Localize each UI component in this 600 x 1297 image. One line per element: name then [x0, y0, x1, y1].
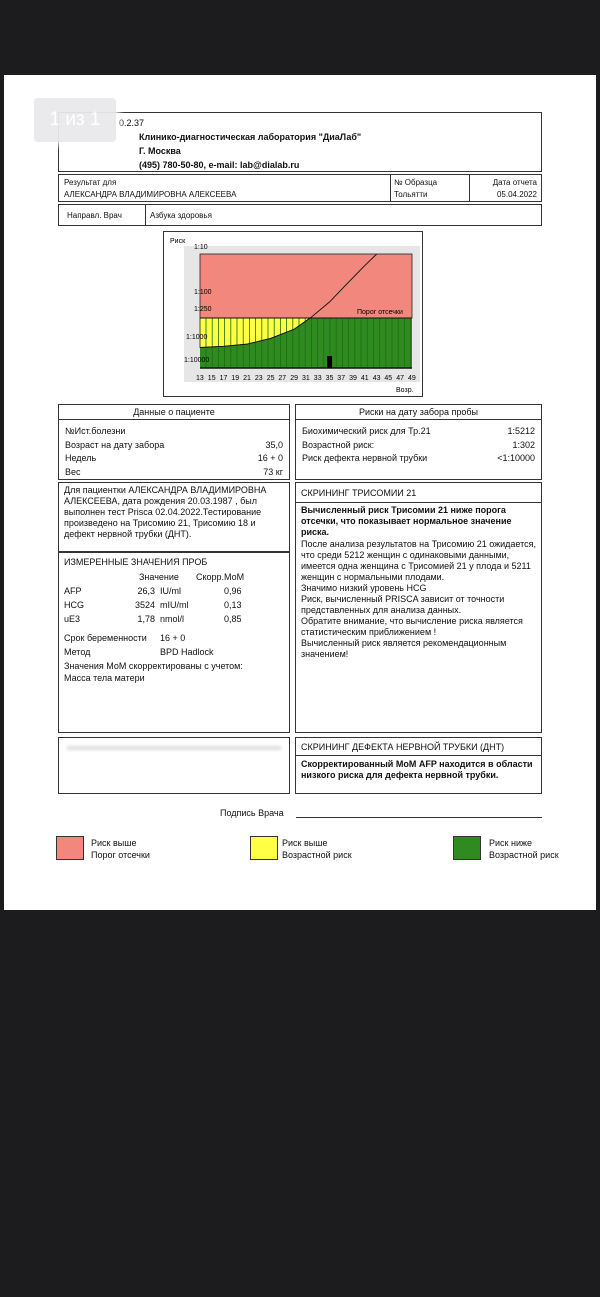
measured-title: ИЗМЕРЕННЫЕ ЗНАЧЕНИЯ ПРОБ	[64, 557, 208, 567]
risk-chart-frame	[163, 231, 423, 397]
result-for-block	[58, 174, 542, 202]
x-tick-label: 35	[325, 375, 334, 382]
trisomy-text: После анализа результатов на Трисомию 21 ожидается, что среди 5212 женщин с одинаковыми данными, имеется одна женщина с Трисомией 21 у плода и 5211 женщин с нормальными плодами. Значимо низкий уровень HCG Риск, вычисленный PRISCA зависит от точности представленных для анализа данных. Обратите внимание, что вычисление риска является статистическим приближением ! Вычисленный риск является рекомендационным значением!	[301, 539, 537, 659]
lab-contacts: (495) 780-50-80, e-mail: lab@dialab.ru	[139, 160, 300, 170]
risk-chart	[164, 232, 422, 396]
analyte-value: 3524	[134, 600, 155, 610]
y-tick-label: 1:10	[194, 244, 208, 251]
legend-swatch-yellow	[250, 836, 278, 860]
divider	[296, 502, 541, 503]
version-label: 0.2.37	[119, 118, 145, 128]
analyte-unit: mIU/ml	[160, 600, 189, 610]
risk-row	[302, 453, 535, 464]
referral-block	[58, 204, 542, 226]
x-tick-label: 45	[384, 375, 393, 382]
y-tick-label: 1:100	[194, 289, 212, 296]
ntd-title: СКРИНИНГ ДЕФЕКТА НЕРВНОЙ ТРУБКИ (ДНТ)	[301, 742, 505, 752]
patient-note-block	[58, 482, 290, 552]
sample-label: № Образца	[394, 178, 438, 187]
ntd-conclusion: Скорректированный МоМ AFP находится в области низкого риска для дефекта нервной трубки.	[301, 759, 533, 780]
x-tick-label: 31	[302, 375, 310, 382]
legend-text: Риск выше	[282, 838, 328, 848]
lab-city: Г. Москва	[139, 146, 181, 156]
x-tick-label: 17	[219, 375, 228, 382]
row-value: 35,0	[265, 440, 283, 450]
method-label: Метод	[64, 647, 91, 657]
analyte-value: 1,78	[137, 614, 155, 624]
chart-x-title: Возр.	[396, 387, 414, 394]
redacted-block	[58, 737, 290, 794]
legend-text: Риск ниже	[489, 838, 532, 848]
patient-data-block	[58, 404, 290, 480]
row-label: Возрастной риск:	[302, 440, 375, 450]
row-label: Биохимический риск для Тр.21	[302, 426, 431, 436]
patient-name: АЛЕКСАНДРА ВЛАДИМИРОВНА АЛЕКСЕЕВА	[64, 190, 237, 199]
signature-line	[296, 817, 542, 818]
legend-swatch-red	[56, 836, 84, 860]
row-label: Возраст на дату забора	[65, 440, 165, 450]
divider	[145, 205, 146, 225]
row-value: 1:5212	[507, 426, 535, 436]
x-tick-label: 39	[349, 375, 357, 382]
row-label: Риск дефекта нервной трубки	[302, 453, 428, 463]
x-tick-label: 47	[396, 375, 404, 382]
ntd-block	[295, 737, 542, 794]
risks-block	[295, 404, 542, 480]
patient-data-title: Данные о пациенте	[59, 405, 289, 420]
x-tick-label: 15	[207, 375, 216, 382]
gestation-label: Срок беременности	[64, 633, 147, 643]
report-date: 05.04.2022	[496, 190, 537, 199]
divider	[469, 175, 470, 201]
legend-swatch-green	[453, 836, 481, 860]
x-tick-label: 19	[231, 375, 240, 382]
trisomy-conclusion: Вычисленный риск Трисомии 21 ниже порога отсечки, что показывает нормальное значение риска.	[301, 505, 512, 537]
legend-text: Возрастной риск	[489, 850, 559, 860]
patient-row	[65, 440, 283, 451]
lab-name: Клинико-диагностическая лаборатория "ДиаЛаб"	[139, 132, 362, 142]
divider	[390, 175, 391, 201]
referral-label: Направл. Врач	[67, 211, 122, 220]
gestation-value: 16 + 0	[160, 633, 186, 643]
page-counter-overlay: 1 из 1	[34, 98, 116, 142]
signature-label: Подпись Врача	[220, 808, 284, 818]
lab-header	[58, 112, 542, 172]
y-tick-label: 1:1000	[186, 334, 208, 341]
legend-text: Риск выше	[91, 838, 137, 848]
patient-row	[65, 467, 283, 478]
row-label: №Ист.болезни	[65, 426, 126, 436]
risk-row	[302, 440, 535, 451]
trisomy-title: СКРИНИНГ ТРИСОМИИ 21	[301, 488, 417, 498]
divider	[296, 755, 541, 756]
x-tick-label: 33	[313, 375, 322, 382]
y-tick-label: 1:10000	[184, 357, 210, 364]
x-tick-label: 41	[360, 375, 369, 382]
risk-row	[302, 426, 535, 437]
x-tick-label: 43	[372, 375, 381, 382]
chart-y-title: Риск	[170, 238, 186, 245]
mom-note: Значения МоМ скорректированы с учетом:	[64, 661, 243, 671]
analyte-mom: 0,13	[224, 600, 242, 610]
y-tick-label: 1:250	[194, 306, 212, 313]
row-value: <1:10000	[497, 453, 535, 463]
analyte-unit: nmol/l	[160, 614, 185, 624]
legend-text: Возрастной риск	[282, 850, 352, 860]
col-value-header: Значение	[139, 572, 179, 582]
col-mom-header: Скорр.МоМ	[196, 572, 245, 582]
row-value: 73 кг	[263, 467, 283, 477]
row-value: 16 + 0	[257, 453, 283, 463]
analyte-mom: 0,96	[224, 586, 242, 596]
analyte-unit: IU/ml	[160, 586, 181, 596]
analyte-name: HCG	[64, 600, 84, 610]
report-date-label: Дата отчета	[492, 178, 537, 187]
trisomy-block	[295, 482, 542, 733]
row-label: Недель	[65, 453, 97, 463]
x-tick-label: 27	[278, 375, 287, 382]
cutoff-label: Порог отсечки	[357, 309, 403, 316]
report-page	[4, 75, 596, 910]
sample-value: Тольятти	[394, 190, 428, 199]
analyte-name: AFP	[64, 586, 82, 596]
x-tick-label: 25	[266, 375, 275, 382]
x-tick-label: 49	[408, 375, 416, 382]
x-tick-label: 37	[337, 375, 346, 382]
patient-risk-marker	[327, 356, 332, 368]
patient-row	[65, 453, 283, 464]
measured-block	[58, 552, 290, 733]
patient-note: Для пациентки АЛЕКСАНДРА ВЛАДИМИРОВНА АЛЕКСЕЕВА, дата рождения 20.03.1987 , был выполнен тест Prisca 02.04.2022.Тестирование произведено на Трисомию 21, Трисомию 18 и дефект нервной трубки (ДНТ).	[64, 485, 267, 539]
method-value: BPD Hadlock	[160, 647, 214, 657]
analyte-name: uE3	[64, 614, 81, 624]
legend-text: Порог отсечки	[91, 850, 150, 860]
row-label: Вес	[65, 467, 81, 477]
analyte-value: 26,3	[137, 586, 155, 596]
row-value: 1:302	[512, 440, 535, 450]
referral-value: Азбука здоровья	[150, 211, 212, 220]
result-for-label: Результат для	[64, 178, 117, 187]
risks-title: Риски на дату забора пробы	[296, 405, 541, 420]
patient-row	[65, 426, 283, 437]
x-tick-label: 23	[254, 375, 263, 382]
x-tick-label: 13	[196, 375, 204, 382]
analyte-mom: 0,85	[224, 614, 242, 624]
redacted-content	[67, 746, 281, 750]
mom-note-factor: Масса тела матери	[64, 673, 145, 683]
x-tick-label: 29	[290, 375, 298, 382]
x-tick-label: 21	[243, 375, 251, 382]
